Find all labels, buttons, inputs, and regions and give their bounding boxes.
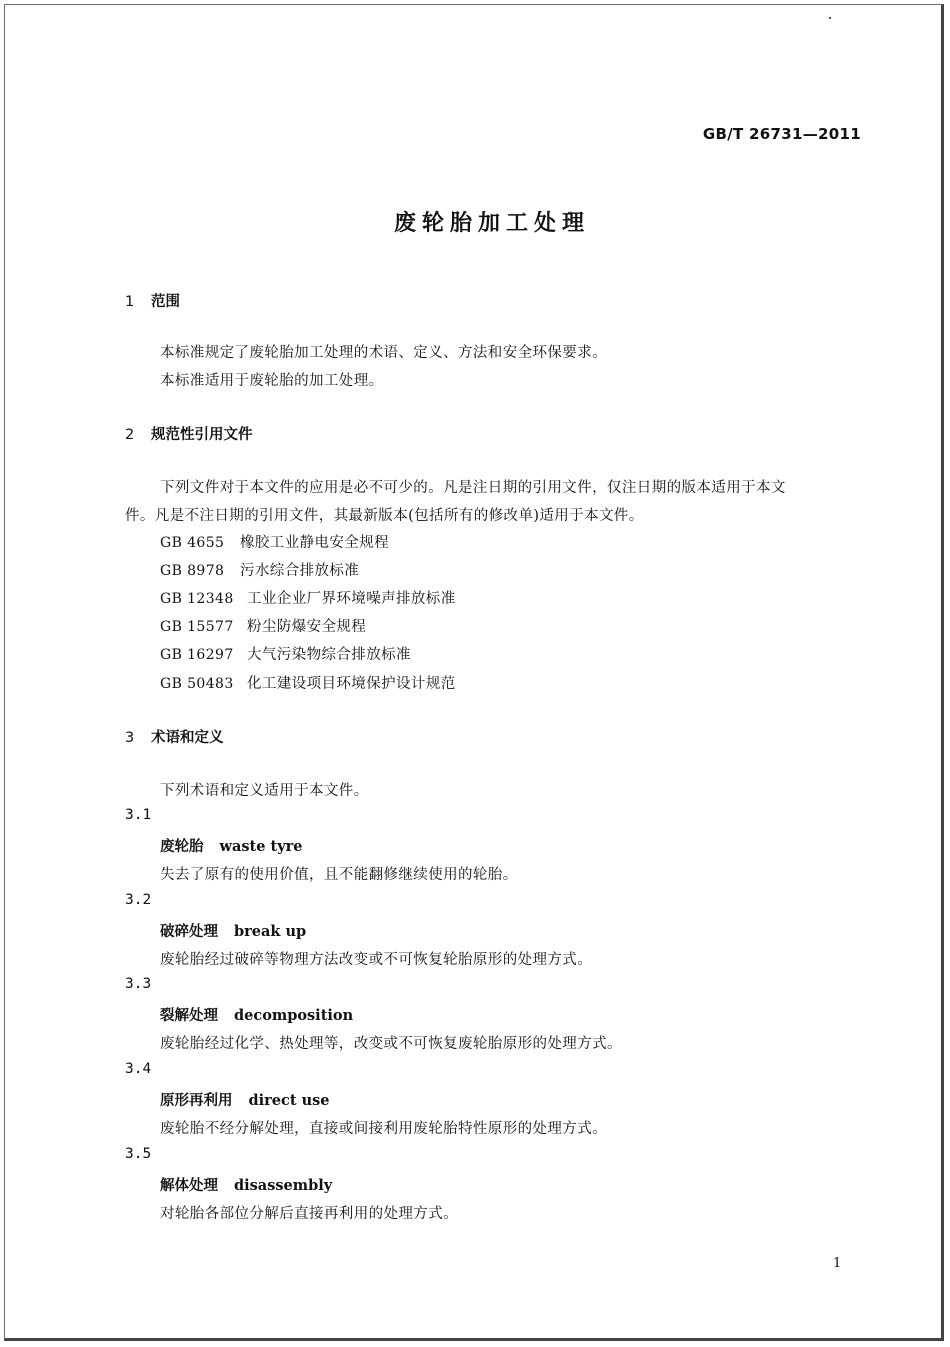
reference-title: 化工建设项目环境保护设计规范 — [247, 676, 456, 692]
paragraph: 本标准适用于废轮胎的加工处理。 — [160, 373, 384, 389]
term-heading — [160, 920, 306, 941]
reference-code: GB 8978 — [160, 563, 225, 579]
section-title: 术语和定义 — [151, 730, 224, 746]
reference-title: 橡胶工业静电安全规程 — [240, 535, 389, 551]
reference-item — [160, 587, 456, 608]
term-en: decomposition — [234, 1007, 354, 1024]
section-2-heading — [125, 423, 253, 444]
reference-code: GB 50483 — [160, 676, 234, 692]
term-heading — [160, 1089, 330, 1110]
term-definition: 废轮胎经过破碎等物理方法改变或不可恢复轮胎原形的处理方式。 — [160, 952, 593, 968]
term-en: disassembly — [234, 1177, 333, 1194]
section-number: 3 — [125, 730, 135, 746]
term-number: 3.2 — [125, 892, 152, 908]
section-number: 2 — [125, 427, 135, 443]
term-zh: 破碎处理 — [160, 924, 218, 940]
reference-title: 工业企业厂界环境噪声排放标准 — [247, 591, 456, 607]
term-definition: 失去了原有的使用价值，且不能翻修继续使用的轮胎。 — [160, 867, 518, 883]
paragraph: 下列术语和定义适用于本文件。 — [160, 783, 369, 799]
reference-title: 粉尘防爆安全规程 — [247, 619, 367, 635]
reference-code: GB 12348 — [160, 591, 234, 607]
term-en: break up — [234, 923, 307, 940]
term-zh: 解体处理 — [160, 1178, 218, 1194]
term-number: 3.4 — [125, 1061, 152, 1077]
term-number: 3.3 — [125, 976, 152, 992]
reference-item — [160, 615, 366, 636]
paragraph: 件。凡是不注日期的引用文件，其最新版本(包括所有的修改单)适用于本文件。 — [125, 508, 644, 524]
section-3-heading — [125, 726, 224, 747]
reference-code: GB 15577 — [160, 619, 234, 635]
term-definition: 废轮胎经过化学、热处理等，改变或不可恢复废轮胎原形的处理方式。 — [160, 1036, 622, 1052]
section-number: 1 — [125, 294, 135, 310]
term-zh: 裂解处理 — [160, 1008, 218, 1024]
term-zh: 原形再利用 — [160, 1093, 233, 1109]
term-number: 3.1 — [125, 807, 152, 823]
term-en: direct use — [248, 1092, 330, 1109]
term-heading — [160, 1004, 353, 1025]
section-title: 范围 — [151, 294, 180, 310]
page-border — [4, 4, 944, 1341]
section-title: 规范性引用文件 — [151, 427, 253, 443]
section-1-heading — [125, 290, 180, 311]
paragraph: 本标准规定了废轮胎加工处理的术语、定义、方法和安全环保要求。 — [160, 345, 607, 361]
term-definition: 对轮胎各部位分解后直接再利用的处理方式。 — [160, 1206, 458, 1222]
term-number: 3.5 — [125, 1146, 152, 1162]
document-title: 废轮胎加工处理 — [393, 211, 590, 236]
reference-item — [160, 643, 411, 664]
reference-item — [160, 672, 456, 693]
term-heading — [160, 835, 303, 856]
reference-code: GB 4655 — [160, 535, 225, 551]
reference-item — [160, 531, 389, 552]
reference-title: 大气污染物综合排放标准 — [247, 647, 411, 663]
paragraph: 下列文件对于本文件的应用是必不可少的。凡是注日期的引用文件，仅注日期的版本适用于本文 — [160, 480, 786, 496]
term-definition: 废轮胎不经分解处理，直接或间接利用废轮胎特性原形的处理方式。 — [160, 1121, 607, 1137]
term-heading — [160, 1174, 332, 1195]
reference-code: GB 16297 — [160, 647, 234, 663]
standard-code: GB/T 26731—2011 — [702, 125, 861, 143]
reference-title: 污水综合排放标准 — [240, 563, 360, 579]
page-number: 1 — [833, 1256, 842, 1271]
term-zh: 废轮胎 — [160, 839, 204, 855]
scan-speck — [829, 17, 831, 19]
term-en: waste tyre — [219, 838, 303, 855]
reference-item — [160, 559, 359, 580]
